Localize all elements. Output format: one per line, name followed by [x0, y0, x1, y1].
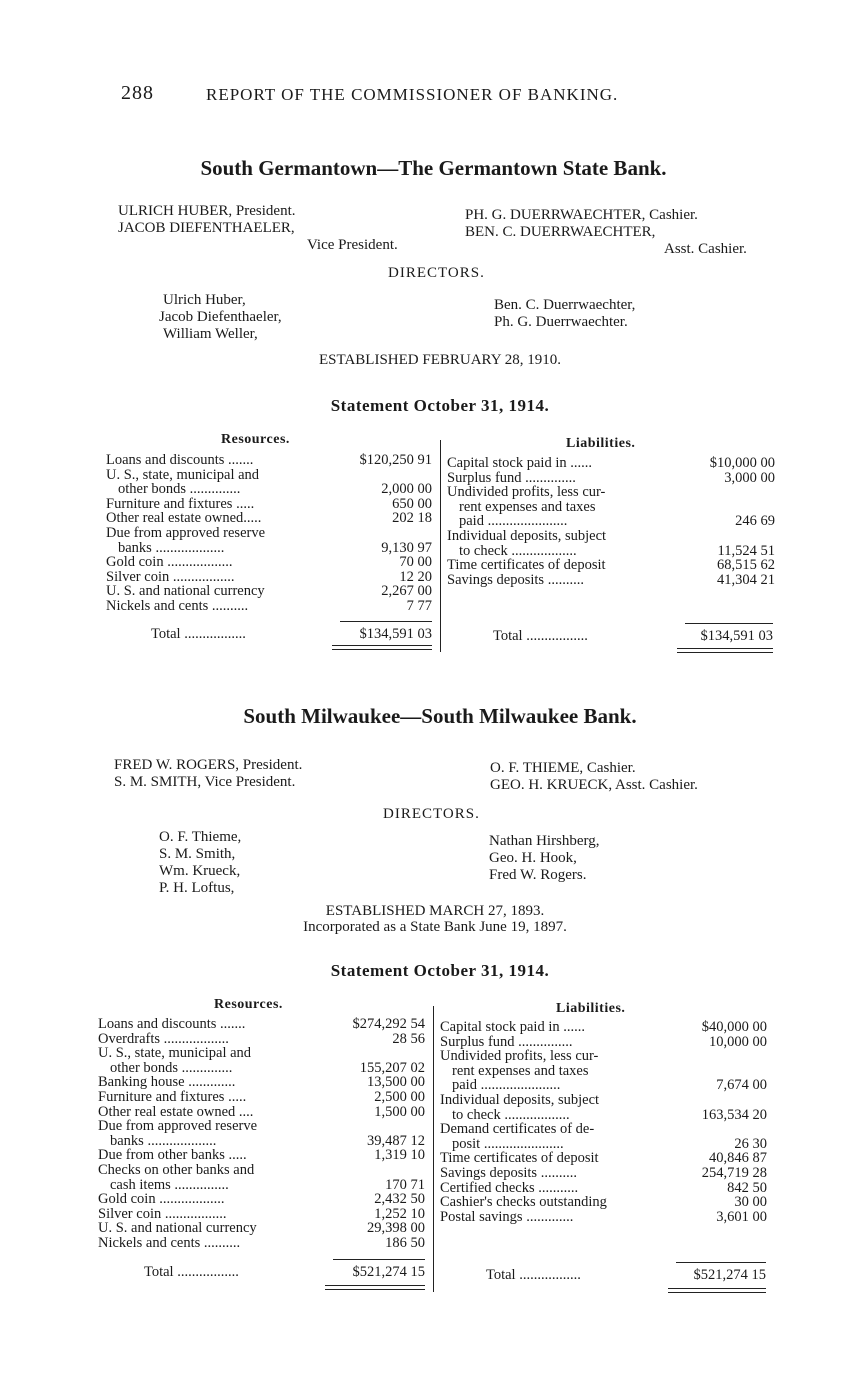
- row-amount: 39,487 12: [367, 1132, 425, 1149]
- row-label: Cashier's checks outstanding: [440, 1194, 607, 1211]
- director-name: Geo. H. Hook,: [489, 850, 577, 866]
- row-label: Capital stock paid in ......: [440, 1019, 585, 1035]
- row-amount: 9,130 97: [381, 539, 432, 556]
- resources-heading: Resources.: [214, 997, 283, 1012]
- total-double-rule: [325, 1289, 425, 1290]
- row-amount: 1,252 10: [374, 1205, 425, 1222]
- row-amount: 11,524 51: [717, 542, 775, 559]
- row-amount: 30 00: [734, 1194, 767, 1211]
- row-amount: 70 00: [399, 554, 432, 571]
- total-rule: [676, 1262, 766, 1263]
- row-label: cash items ...............: [110, 1176, 229, 1193]
- director-name: Ulrich Huber,: [163, 292, 246, 308]
- row-label: Furniture and fixtures .....: [98, 1089, 247, 1105]
- row-label: Nickels and cents ..........: [106, 598, 249, 614]
- row-label: Gold coin ..................: [98, 1191, 225, 1208]
- incorporated-line: Incorporated as a State Bank June 19, 1897.: [303, 919, 567, 935]
- row-amount: 29,398 00: [367, 1220, 425, 1237]
- row-label: paid ......................: [452, 1077, 561, 1094]
- row-amount: $40,000 00: [701, 1019, 767, 1035]
- row-label: Silver coin .................: [98, 1205, 227, 1222]
- officers-right: [465, 207, 747, 258]
- officers-left: [114, 757, 302, 791]
- total-amount: $521,274 15: [352, 1264, 425, 1280]
- row-label: Savings deposits ..........: [440, 1165, 577, 1181]
- row-label: Surplus fund ...............: [440, 1033, 573, 1050]
- directors-right: [489, 833, 600, 884]
- row-label: Due from approved reserve: [106, 525, 266, 541]
- director-name: Ph. G. Duerrwaechter.: [494, 314, 628, 330]
- row-amount: 10,000 00: [709, 1033, 767, 1050]
- row-label: to check ..................: [452, 1106, 570, 1123]
- director-name: S. M. Smith,: [159, 846, 236, 862]
- page-number: 288: [121, 82, 154, 104]
- row-label: Other real estate owned.....: [106, 510, 262, 527]
- row-amount: 842 50: [727, 1179, 767, 1196]
- row-label: Overdrafts ..................: [98, 1030, 229, 1047]
- row-amount: 186 50: [385, 1235, 425, 1251]
- row-amount: 1,319 10: [374, 1147, 425, 1164]
- liabilities-heading: Liabilities.: [566, 436, 636, 451]
- row-label: Furniture and fixtures .....: [106, 495, 255, 512]
- row-amount: 40,846 87: [709, 1150, 767, 1167]
- row-label: Savings deposits ..........: [447, 571, 584, 588]
- row-amount: 2,000 00: [381, 481, 432, 498]
- row-amount: 2,267 00: [381, 583, 432, 600]
- directors-left: [159, 292, 282, 343]
- director-name: P. H. Loftus,: [159, 880, 235, 896]
- total-rule: [340, 621, 432, 622]
- row-amount: 170 71: [385, 1176, 425, 1193]
- row-label: other bonds ..............: [110, 1059, 233, 1076]
- row-amount: 155,207 02: [359, 1059, 425, 1076]
- director-name: William Weller,: [163, 326, 258, 342]
- column-divider: [433, 1006, 434, 1292]
- row-amount: 2,500 00: [374, 1089, 425, 1105]
- total-label: Total .................: [486, 1267, 581, 1283]
- officer-line: ULRICH HUBER, President.: [118, 203, 296, 219]
- officer-line: Vice President.: [307, 237, 398, 253]
- director-name: Fred W. Rogers.: [489, 867, 587, 883]
- total-rule: [685, 623, 773, 624]
- row-label: Silver coin .................: [106, 568, 235, 585]
- total-amount: $134,591 03: [359, 626, 432, 642]
- running-title: REPORT OF THE COMMISSIONER OF BANKING.: [206, 85, 619, 104]
- row-label: banks ...................: [110, 1132, 217, 1149]
- row-label: Banking house .............: [98, 1074, 236, 1091]
- row-label: Gold coin ..................: [106, 554, 233, 571]
- row-amount: 1,500 00: [374, 1103, 425, 1120]
- row-amount: 3,000 00: [724, 469, 775, 486]
- total-double-rule: [677, 648, 773, 649]
- row-label: Time certificates of deposit: [440, 1150, 599, 1167]
- row-amount: 2,432 50: [374, 1191, 425, 1208]
- row-amount: $120,250 91: [359, 452, 432, 468]
- row-label: Certified checks ...........: [440, 1179, 579, 1196]
- row-label: Time certificates of deposit: [447, 557, 606, 574]
- director-name: Jacob Diefenthaeler,: [159, 309, 282, 325]
- row-label: posit ......................: [452, 1135, 564, 1152]
- total-amount: $134,591 03: [700, 628, 773, 644]
- total-double-rule: [677, 652, 773, 653]
- row-amount: 246 69: [735, 513, 775, 530]
- row-amount: $10,000 00: [709, 455, 775, 471]
- statement-title: Statement October 31, 1914.: [330, 961, 550, 980]
- row-amount: 7 77: [406, 598, 432, 614]
- row-label: Individual deposits, subject: [440, 1092, 600, 1108]
- row-amount: 163,534 20: [701, 1106, 767, 1123]
- row-amount: 254,719 28: [701, 1165, 767, 1181]
- row-label: banks ...................: [118, 539, 225, 556]
- row-label: to check ..................: [459, 542, 577, 559]
- officer-line: S. M. SMITH, Vice President.: [114, 774, 296, 790]
- row-label: Other real estate owned ....: [98, 1103, 254, 1120]
- directors-heading: DIRECTORS.: [383, 806, 480, 822]
- officer-line: FRED W. ROGERS, President.: [114, 757, 303, 773]
- officers-left: [118, 203, 398, 254]
- officer-line: PH. G. DUERRWAECHTER, Cashier.: [465, 207, 698, 223]
- total-double-rule: [332, 649, 432, 650]
- row-label: U. S., state, municipal and: [98, 1045, 252, 1062]
- officer-line: BEN. C. DUERRWAECHTER,: [465, 224, 656, 240]
- directors-right: [494, 297, 635, 331]
- row-label: Due from other banks .....: [98, 1147, 247, 1164]
- row-label: Surplus fund ..............: [447, 469, 576, 486]
- officer-line: GEO. H. KRUECK, Asst. Cashier.: [490, 777, 698, 793]
- officer-line: O. F. THIEME, Cashier.: [490, 760, 636, 776]
- row-amount: 7,674 00: [716, 1077, 767, 1094]
- directors-left: [159, 829, 241, 897]
- row-label: Loans and discounts .......: [98, 1016, 246, 1032]
- director-name: Wm. Krueck,: [159, 863, 241, 879]
- row-label: Nickels and cents ..........: [98, 1235, 241, 1251]
- row-amount: 650 00: [392, 495, 432, 512]
- row-amount: 13,500 00: [367, 1074, 425, 1091]
- liabilities-heading: Liabilities.: [556, 1001, 626, 1016]
- row-label: Checks on other banks and: [98, 1162, 255, 1178]
- row-label: paid ......................: [459, 513, 568, 530]
- row-amount: 202 18: [392, 510, 432, 527]
- total-double-rule: [332, 645, 432, 646]
- total-double-rule: [668, 1292, 766, 1293]
- column-divider: [440, 440, 441, 652]
- officers-right: [490, 760, 698, 794]
- bank-title: South Germantown—The Germantown State Bank.: [200, 156, 667, 180]
- officer-line: Asst. Cashier.: [664, 241, 747, 257]
- bank-title: South Milwaukee—South Milwaukee Bank.: [243, 704, 637, 728]
- row-amount: 26 30: [734, 1135, 767, 1152]
- total-double-rule: [668, 1288, 766, 1289]
- director-name: Ben. C. Duerrwaechter,: [494, 297, 636, 313]
- director-name: Nathan Hirshberg,: [489, 833, 600, 849]
- row-label: Postal savings .............: [440, 1208, 574, 1225]
- row-label: Demand certificates of de-: [440, 1121, 595, 1138]
- row-label: U. S., state, municipal and: [106, 466, 260, 483]
- row-amount: 28 56: [392, 1030, 425, 1047]
- directors-heading: DIRECTORS.: [388, 265, 485, 281]
- row-label: Undivided profits, less cur-: [440, 1048, 599, 1065]
- row-label: other bonds ..............: [118, 481, 241, 498]
- resources-heading: Resources.: [221, 432, 290, 447]
- row-label: U. S. and national currency: [98, 1220, 257, 1237]
- established-line: ESTABLISHED MARCH 27, 1893.: [325, 903, 545, 919]
- total-amount: $521,274 15: [693, 1267, 766, 1283]
- row-label: Loans and discounts .......: [106, 452, 254, 468]
- officer-line: JACOB DIEFENTHAELER,: [118, 220, 295, 236]
- row-label: rent expenses and taxes: [452, 1062, 589, 1079]
- row-label: Due from approved reserve: [98, 1118, 258, 1135]
- row-label: Individual deposits, subject: [447, 528, 607, 544]
- row-amount: 3,601 00: [716, 1208, 767, 1225]
- director-name: O. F. Thieme,: [159, 829, 242, 845]
- established-block: [0, 903, 867, 935]
- total-label: Total .................: [151, 626, 246, 642]
- row-amount: $274,292 54: [352, 1016, 425, 1032]
- row-amount: 41,304 21: [717, 571, 775, 588]
- row-amount: 68,515 62: [717, 557, 775, 574]
- established-line: ESTABLISHED FEBRUARY 28, 1910.: [318, 352, 561, 368]
- statement-title: Statement October 31, 1914.: [330, 396, 550, 415]
- row-label: rent expenses and taxes: [459, 498, 596, 515]
- total-double-rule: [325, 1285, 425, 1286]
- row-label: Capital stock paid in ......: [447, 455, 592, 471]
- total-label: Total .................: [144, 1264, 239, 1280]
- row-label: U. S. and national currency: [106, 583, 265, 600]
- total-rule: [333, 1259, 425, 1260]
- row-amount: 12 20: [399, 568, 432, 585]
- row-label: Undivided profits, less cur-: [447, 484, 606, 501]
- total-label: Total .................: [493, 628, 588, 644]
